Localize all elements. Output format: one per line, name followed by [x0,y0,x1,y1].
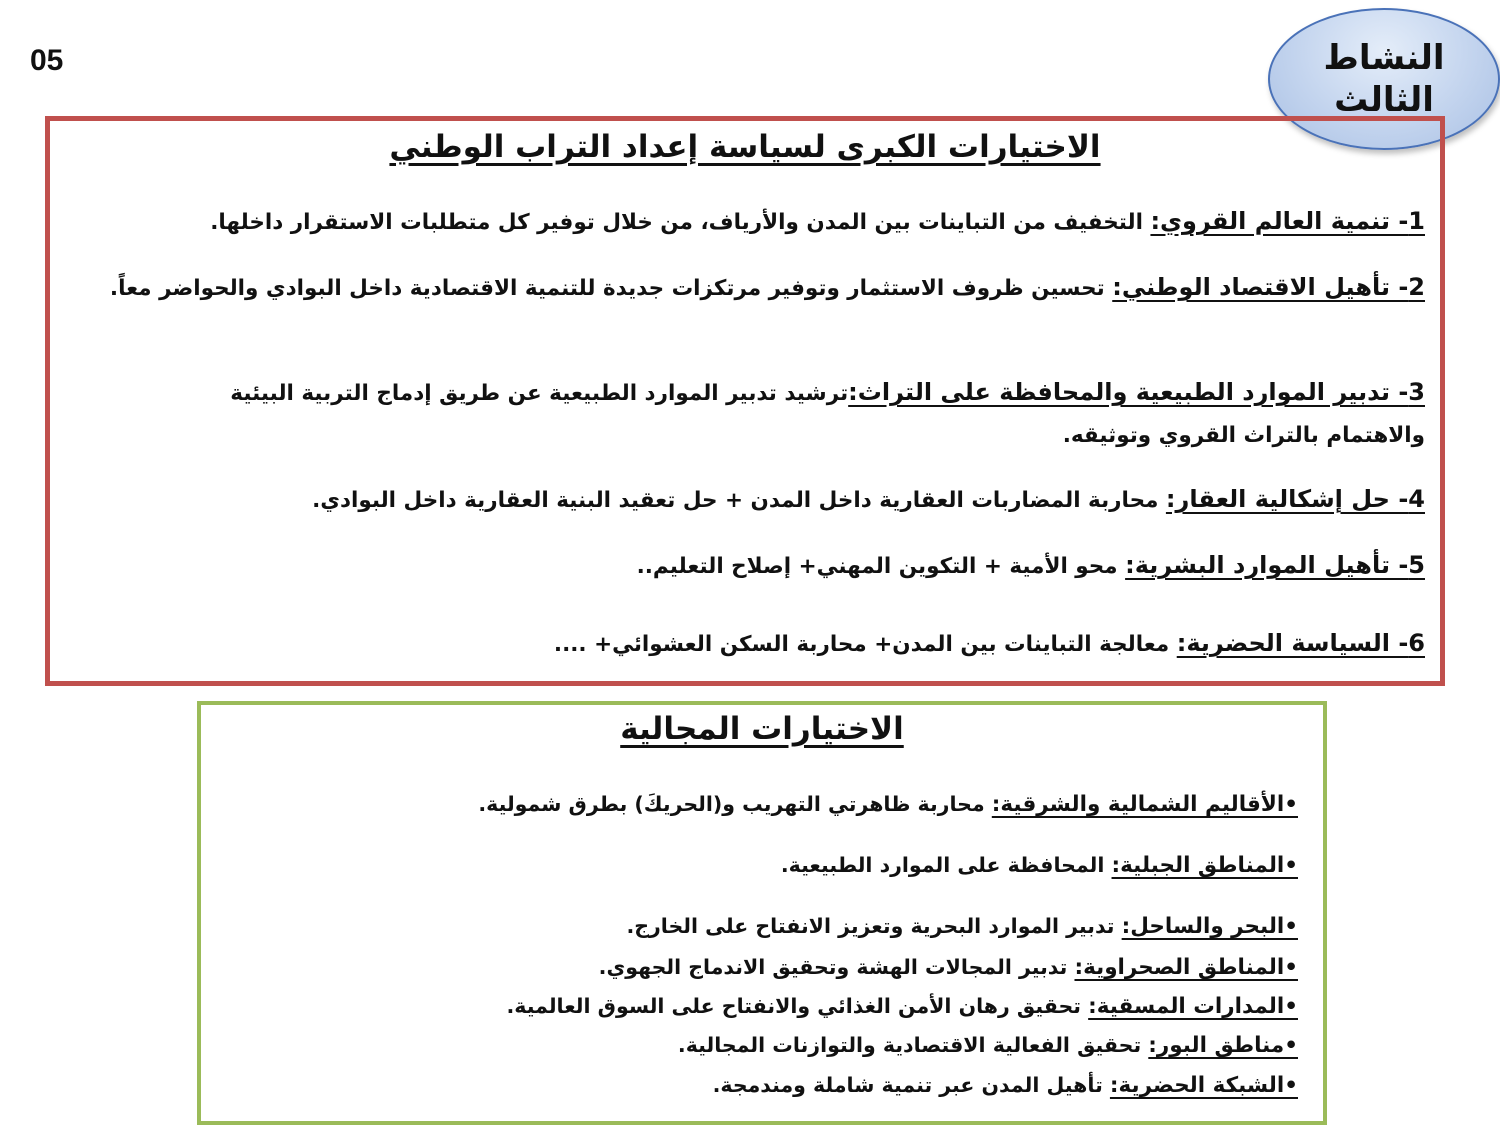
item-text: محاربة ظاهرتي التهريب و(الحريكَ) بطرق شمولية. [478,792,992,816]
item-heading: •البحر والساحل: [1121,914,1298,939]
item-text: التخفيف من التباينات بين المدن والأرياف، من خلال توفير كل متطلبات الاستقرار داخلها. [210,210,1151,235]
major-choice-item [210,200,1425,244]
item-heading: •المناطق الجبلية: [1111,853,1298,878]
item-heading: 6- السياسة الحضرية: [1176,629,1425,657]
spatial-choice-item [507,987,1299,1026]
item-text: تدبير الموارد البحرية وتعزيز الانفتاح على الخارج. [626,914,1122,938]
major-choices-title: الاختيارات الكبرى لسياسة إعداد التراب الوطني [389,129,1101,165]
badge-line-1: النشاط [1323,37,1445,78]
item-text: المحافظة على الموارد الطبيعية. [780,853,1112,877]
item-text: تدبير المجالات الهشة وتحقيق الاندماج الجهوي. [598,955,1075,979]
item-text: تأهيل المدن عبر تنمية شاملة ومندمجة. [712,1073,1110,1097]
major-choice-item [312,478,1425,522]
item-heading: 3- تدبير الموارد الطبيعية والمحافظة على التراث: [848,378,1425,406]
item-heading: •الشبكة الحضرية: [1109,1073,1298,1098]
badge-line-2: الثالث [1334,80,1434,120]
item-heading: 5- تأهيل الموارد البشرية: [1125,551,1425,579]
item-text: محو الأمية + التكوين المهني+ إصلاح التعليم.. [636,554,1126,579]
item-text: تحقيق الفعالية الاقتصادية والتوازنات المجالية. [677,1033,1149,1057]
major-choice-item [637,544,1425,588]
major-choice-item [155,371,1425,457]
page-number: 05 [30,44,64,77]
item-heading: •الأقاليم الشمالية والشرقية: [991,792,1298,817]
spatial-choice-item [478,785,1298,824]
item-text: تحقيق رهان الأمن الغذائي والانفتاح على السوق العالمية. [506,994,1089,1018]
item-text: تحسين ظروف الاستثمار وتوفير مرتكزات جديدة للتنمية الاقتصادية داخل البوادي والحواضر معاً. [109,276,1113,301]
major-choice-item [554,622,1425,666]
item-text: ترشيد تدبير الموارد الطبيعية عن طريق إدماج التربية البيئية والاهتمام بالتراث القروي وتوثيقه. [230,381,1425,448]
spatial-choice-item [626,907,1298,946]
spatial-choice-item [599,948,1298,987]
item-heading: •مناطق البور: [1148,1033,1298,1058]
spatial-choice-item [678,1026,1298,1065]
item-heading: •المدارات المسقية: [1088,994,1298,1019]
item-heading: 1- تنمية العالم القروي: [1150,207,1425,235]
item-text: محاربة المضاربات العقارية داخل المدن + حل تعقيد البنية العقارية داخل البوادي. [312,488,1166,513]
spatial-choice-item [781,846,1298,885]
item-heading: 2- تأهيل الاقتصاد الوطني: [1112,273,1425,301]
spatial-choices-title: الاختيارات المجالية [620,711,904,747]
spatial-choices-box [197,701,1327,1125]
major-choice-item [75,266,1425,310]
major-choices-box [45,116,1445,686]
spatial-choice-item [713,1066,1298,1105]
item-text: معالجة التباينات بين المدن+ محاربة السكن العشوائي+ .... [553,632,1177,657]
item-heading: •المناطق الصحراوية: [1074,955,1298,980]
item-heading: 4- حل إشكالية العقار: [1165,485,1425,513]
